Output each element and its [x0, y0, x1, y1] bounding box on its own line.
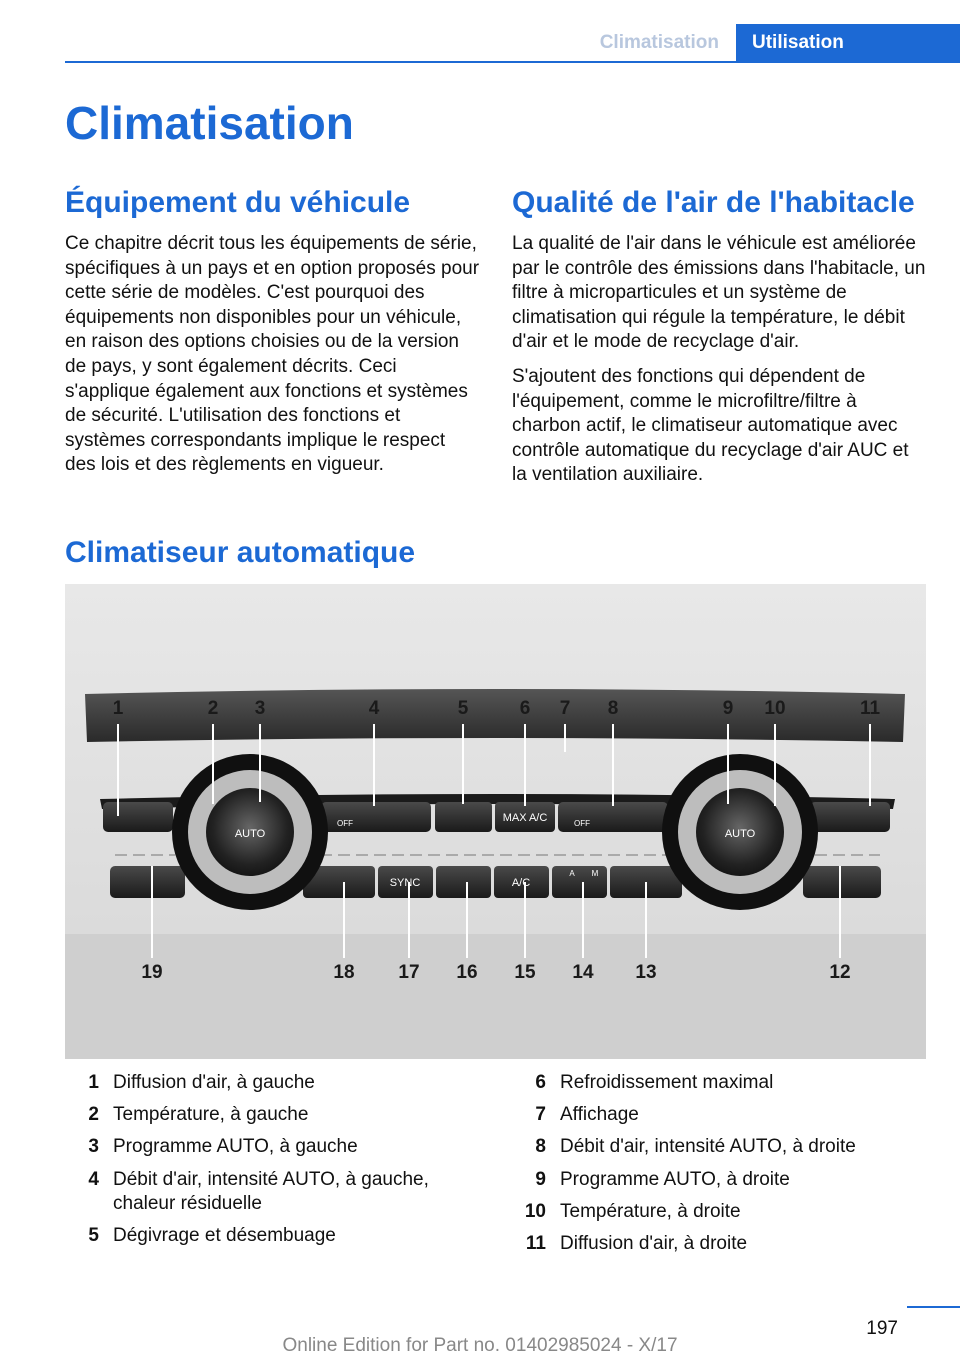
paragraph-qualite-air-2: S'ajoutent des fonctions qui dépendent de l'équipement, comme le microfiltre/filtre à charbon actif, le climatiseur automatique avec contrôle automatique du recyclage d'air AUC et la ventilation auxiliaire.	[512, 366, 909, 486]
legend-item	[512, 1071, 932, 1096]
callout-label: 9	[722, 698, 734, 719]
callout-label: 19	[141, 962, 163, 983]
label-m: M	[591, 869, 599, 878]
label-auto-left: AUTO	[234, 828, 266, 840]
header-tab: Utilisation	[736, 24, 960, 62]
label-off-2: OFF	[574, 819, 590, 828]
legend-left	[65, 1071, 485, 1257]
callout-label: 18	[333, 962, 355, 983]
legend-item	[512, 1103, 932, 1128]
page-title: Climatisation	[65, 97, 354, 149]
legend-number: 9	[535, 1168, 546, 1190]
callout-label: 7	[559, 698, 571, 719]
legend-text: Débit d'air, intensité AUTO, à droite	[560, 1136, 856, 1158]
callout-label: 4	[368, 698, 380, 719]
legend-text: Diffusion d'air, à gauche	[113, 1072, 315, 1093]
callout-label: 17	[398, 962, 420, 983]
callout-label: 14	[572, 962, 594, 983]
legend-item	[512, 1232, 932, 1257]
legend-text: Dégivrage et désembuage	[113, 1225, 336, 1247]
legend-text: Température, à droite	[560, 1200, 741, 1222]
callout-label: 16	[456, 962, 478, 983]
legend-number: 11	[525, 1232, 546, 1254]
legend-text: Diffusion d'air, à droite	[560, 1232, 748, 1254]
label-sync: SYNC	[389, 877, 421, 889]
legend-item	[512, 1200, 932, 1225]
legend-text: Température, à gauche	[113, 1104, 309, 1126]
header-rule	[65, 61, 960, 63]
legend-item	[512, 1135, 932, 1160]
page-number: 197	[866, 1318, 898, 1339]
footer-edition: Online Edition for Part no. 01402985024 - X/17	[282, 1335, 678, 1356]
callout-label: 15	[514, 962, 536, 983]
legend-number: 2	[88, 1104, 99, 1126]
callout-label: 1	[112, 698, 124, 719]
callout-label: 5	[457, 698, 469, 719]
legend-number: 5	[88, 1225, 99, 1247]
legend-item	[65, 1071, 485, 1096]
legend-item	[65, 1135, 485, 1160]
callout-label: 2	[207, 698, 219, 719]
legend-right	[512, 1071, 932, 1264]
heading-qualite-air: Qualité de l'air de l'habitacle	[512, 186, 915, 219]
legend-item	[512, 1168, 932, 1193]
callout-label: 13	[635, 962, 657, 983]
legend-text: Refroidissement maximal	[560, 1072, 774, 1093]
label-auto-right: AUTO	[724, 828, 756, 840]
legend-number: 7	[535, 1104, 546, 1126]
legend-item	[65, 1103, 485, 1128]
paragraph-qualite-air-1: La qualité de l'air dans le véhicule est améliorée par le contrôle des émissions dans l'habitacle, un filtre à microparticules et un système de climatisation qui régule la température, le débit d'air et le mode de recyclage d'air.	[512, 233, 926, 353]
callout-label: 11	[859, 698, 881, 719]
climate-control-figure	[65, 584, 926, 1059]
page-number-rule	[907, 1306, 960, 1308]
label-a: A	[569, 869, 575, 878]
paragraph-equipement: Ce chapitre décrit tous les équipements de série, spécifiques à un pays et en option proposés pour cette série de modèles. C'est pourquoi des équipements non disponibles pour un véhicule, en raison des options choisies ou de la version de pays, y sont également décrits. Ceci s'applique également aux fonctions et systèmes de sécurité. L'utilisation des fonctions et systèmes correspondants implique le respect des lois et des règlements en vigueur.	[65, 233, 480, 476]
heading-climatiseur: Climatiseur automatique	[65, 536, 416, 569]
legend-text: Débit d'air, intensité AUTO, à gauche, chaleur résiduelle	[113, 1168, 429, 1215]
heading-equipement: Équipement du véhicule	[65, 186, 411, 219]
legend-item	[65, 1168, 485, 1217]
callout-label: 3	[254, 698, 266, 719]
legend-number: 3	[88, 1136, 99, 1158]
legend-number: 6	[535, 1072, 546, 1093]
callout-label: 6	[519, 698, 531, 719]
legend-number: 1	[88, 1072, 99, 1093]
legend-item	[65, 1224, 485, 1249]
legend-text: Affichage	[560, 1104, 639, 1126]
label-ac: A/C	[511, 877, 531, 889]
label-off-1: OFF	[337, 819, 353, 828]
callout-label: 8	[607, 698, 619, 719]
legend-text: Programme AUTO, à gauche	[113, 1136, 358, 1158]
callout-label: 10	[764, 698, 786, 719]
callout-label: 12	[829, 962, 851, 983]
label-maxac: MAX A/C	[502, 812, 548, 824]
legend-number: 4	[88, 1168, 99, 1190]
legend-number: 10	[524, 1200, 546, 1222]
header-section: Climatisation	[599, 32, 719, 53]
legend-text: Programme AUTO, à droite	[560, 1168, 790, 1190]
legend-number: 8	[535, 1136, 546, 1158]
